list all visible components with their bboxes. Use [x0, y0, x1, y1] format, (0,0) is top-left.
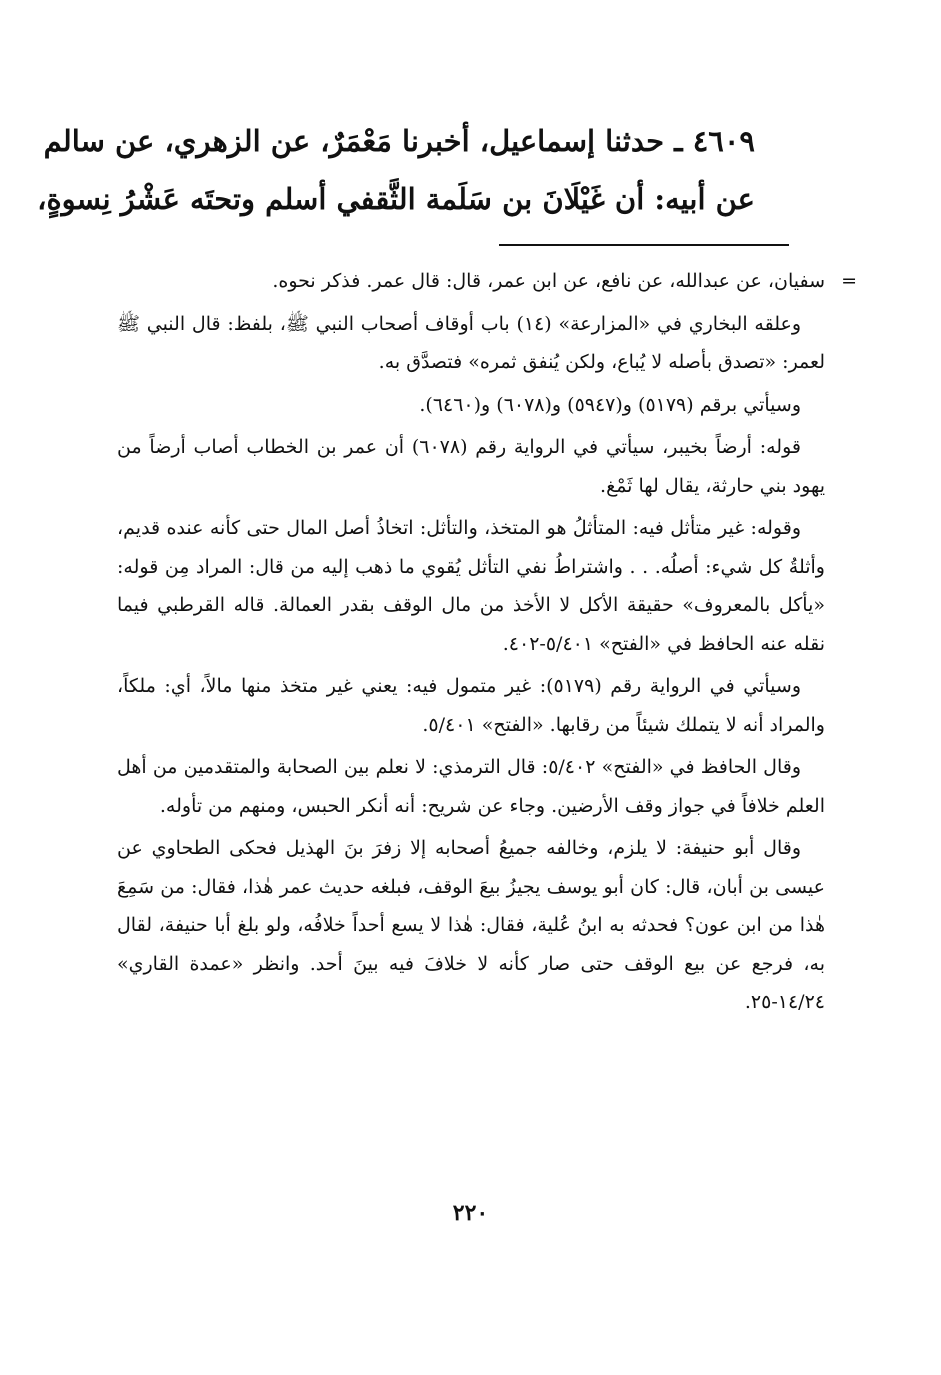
footnote-separator: [499, 244, 789, 246]
hadith-text: [37, 112, 755, 228]
footnotes: [117, 262, 857, 1026]
continuation-mark: =: [841, 270, 857, 292]
page-number: ٢٢٠: [452, 1200, 489, 1226]
footnote-paragraph: وعلقه البخاري في «المزارعة» (١٤) باب أوقاف أصحاب النبي ﷺ، بلفظ: قال النبي ﷺ لعمر: «تصدق بأصله لا يُباع، ولكن يُنفق ثمره» فتصدَّق به.: [117, 312, 825, 373]
footnote-paragraph: وقال أبو حنيفة: لا يلزم، وخالفه جميعُ أصحابه إلا زفرَ بنَ الهذيل فحكى الطحاوي عن عيسى بن أبان، قال: كان أبو يوسف يجيزُ بيعَ الوقف، فبلغه حديث عمر هٰذا، فقال: من سَمِعَ هٰذا من ابن عون؟ فحدثه به ابنُ عُلية، فقال: هٰذا لا يسع أحداً خلافُه، ولو بلغ أبا حنيفة، لقال به، فرجع عن بيع الوقف حتى صار كأنه لا خلافَ فيه بينَ أحد. وانظر «عمدة القاري» ١٤/٢٤-٢٥.: [117, 837, 825, 1013]
hadith-line-2: عن أبيه: أن غَيْلَانَ بن سَلَمة الثَّقفي أسلم وتحتَه عَشْرُ نِسوةٍ،: [37, 182, 755, 216]
footnote-paragraph: [117, 262, 857, 301]
footnote-paragraph: وسيأتي في الرواية رقم (٥١٧٩): غير متمول فيه: يعني غير متخذ منها مالاً، أي: ملكاً، والمراد أنه لا يتملك شيئاً من رقابها. «الفتح» ٥/٤٠١.: [117, 675, 825, 736]
footnote-paragraph: وقال الحافظ في «الفتح» ٥/٤٠٢: قال الترمذي: لا نعلم بين الصحابة والمتقدمين من أهل العلم خلافاً في جواز وقف الأرضين. وجاء عن شريح: أنه أنكر الحبس، ومنهم من تأوله.: [117, 756, 825, 817]
footnote-text: سفيان، عن عبدالله، عن نافع، عن ابن عمر، قال: قال عمر. فذكر نحوه.: [272, 270, 825, 292]
footnote-paragraph: وسيأتي برقم (٥١٧٩) و(٥٩٤٧) و(٦٠٧٨) و(٦٤٦٠).: [419, 393, 801, 416]
footnote-paragraph: وقوله: غير متأثل فيه: المتأثلُ هو المتخذ، والتأثل: اتخاذُ أصل المال حتى كأنه عنده قديم، وأثلةُ كل شيء: أصلُه. . . واشتراطُ نفي التأثل يُقوي ما ذهب إليه من قال: المراد مِن قوله: «يأكل بالمعروف» حقيقة الأكل لا الأخذ من مال الوقف بقدر العمالة. قاله القرطبي فيما نقله عنه الحافظ في «الفتح» ٥/٤٠١-٤٠٢.: [117, 517, 825, 655]
hadith-line-1: ٤٦٠٩ ـ حدثنا إسماعيل، أخبرنا مَعْمَرٌ، عن الزهري، عن سالم: [43, 124, 755, 158]
footnote-paragraph: قوله: أرضاً بخيبر، سيأتي في الرواية رقم (٦٠٧٨) أن عمر بن الخطاب أصاب أرضاً من يهود بني حارثة، يقال لها ثَمْغ.: [117, 436, 825, 497]
